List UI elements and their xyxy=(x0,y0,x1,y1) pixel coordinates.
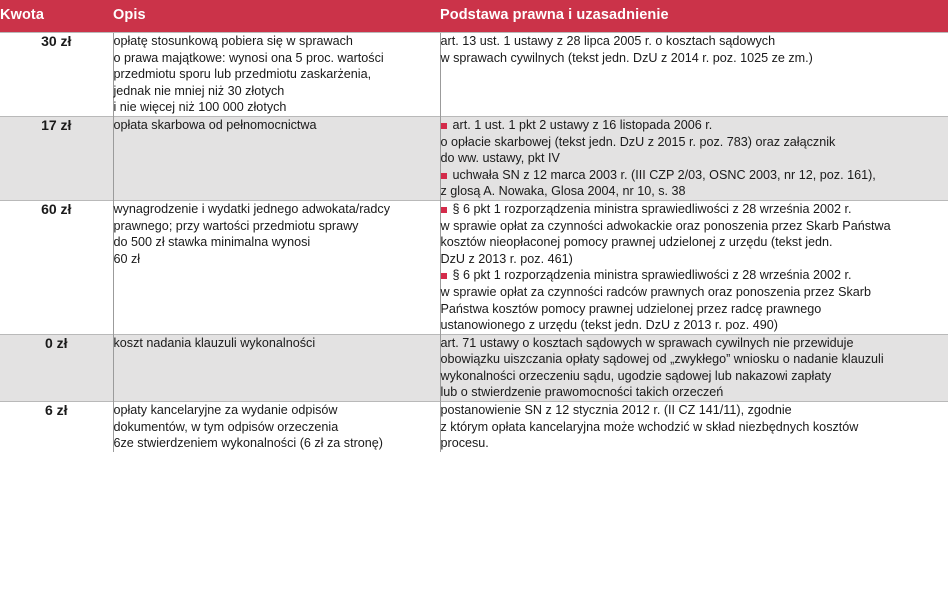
description-line: o prawa majątkowe: wynosi ona 5 proc. wartości xyxy=(113,50,384,65)
legal-basis-line: DzU z 2013 r. poz. 461) xyxy=(440,251,573,266)
legal-basis-line: postanowienie SN z 12 stycznia 2012 r. (II CZ 141/11), zgodnie xyxy=(440,403,792,418)
cell-amount: 6 zł xyxy=(0,402,113,452)
cell-legal-basis xyxy=(440,200,948,334)
square-bullet-icon xyxy=(441,207,447,213)
cell-description xyxy=(113,334,440,401)
list-item-body xyxy=(440,167,948,200)
legal-basis-line: lub o stwierdzenie prawomocności takich orzeczeń xyxy=(440,385,724,400)
legal-basis-line: w sprawie opłat za czynności adwokackie oraz ponoszenia przez Skarb Państwa xyxy=(440,218,891,233)
legal-basis-line: z którym opłata kancelaryjna może wchodzić w skład niezbędnych kosztów xyxy=(440,419,859,434)
table-body xyxy=(0,33,948,452)
cell-legal-basis xyxy=(440,334,948,401)
column-header-description: Opis xyxy=(113,0,440,33)
list-item-body xyxy=(440,267,948,333)
description-line: 60 zł xyxy=(113,251,141,266)
cell-legal-basis xyxy=(440,116,948,200)
description-line: przedmiotu sporu lub przedmiotu zaskarżenia, xyxy=(113,67,372,82)
legal-basis-line: w sprawach cywilnych (tekst jedn. DzU z 2014 r. poz. 1025 ze zm.) xyxy=(440,50,813,65)
legal-basis-line: art. 13 ust. 1 ustawy z 28 lipca 2005 r. o kosztach sądowych xyxy=(440,34,776,48)
list-item xyxy=(441,167,948,200)
legal-basis-line: ustanowionego z urzędu (tekst jedn. DzU z 2013 r. poz. 490) xyxy=(440,318,778,333)
cell-amount: 30 zł xyxy=(0,33,113,117)
square-bullet-icon xyxy=(441,123,447,129)
cell-amount: 0 zł xyxy=(0,334,113,401)
header-row xyxy=(0,0,948,33)
description-line: do 500 zł stawka minimalna wynosi xyxy=(113,235,311,250)
description-line: opłata skarbowa od pełnomocnictwa xyxy=(113,117,317,132)
table-row xyxy=(0,334,948,401)
cell-description xyxy=(113,116,440,200)
legal-basis-line: kosztów nieopłaconej pomocy prawnej udzielonej z urzędu (tekst jedn. xyxy=(440,235,833,250)
column-header-amount: Kwota xyxy=(0,0,113,33)
table-header xyxy=(0,0,948,33)
list-item-body xyxy=(440,201,948,267)
description-line: prawnego; przy wartości przedmiotu sprawy xyxy=(113,218,359,233)
legal-basis-line: § 6 pkt 1 rozporządzenia ministra sprawiedliwości z 28 września 2002 r. xyxy=(452,201,852,216)
legal-basis-line: obowiązku uiszczania opłaty sądowej od „zwykłego” wniosku o nadanie klauzuli xyxy=(440,352,884,367)
description-line: 6ze stwierdzeniem wykonalności (6 zł za stronę) xyxy=(113,436,383,451)
legal-basis-line: § 6 pkt 1 rozporządzenia ministra sprawiedliwości z 28 września 2002 r. xyxy=(452,268,852,283)
cell-description xyxy=(113,33,440,117)
legal-basis-line: art. 1 ust. 1 pkt 2 ustawy z 16 listopada 2006 r. xyxy=(452,117,713,132)
table-row xyxy=(0,116,948,200)
description-line: opłaty kancelaryjne za wydanie odpisów xyxy=(113,403,338,418)
table-row xyxy=(0,33,948,117)
list-item xyxy=(441,201,948,267)
cell-legal-basis xyxy=(440,33,948,117)
description-line: koszt nadania klauzuli wykonalności xyxy=(113,335,316,350)
cell-description xyxy=(113,402,440,452)
legal-basis-line: w sprawie opłat za czynności radców prawnych oraz ponoszenia przez Skarb xyxy=(440,284,871,299)
list-item xyxy=(441,117,948,167)
square-bullet-icon xyxy=(441,173,447,179)
cell-amount: 17 zł xyxy=(0,116,113,200)
cell-legal-basis xyxy=(440,402,948,452)
table-row xyxy=(0,402,948,452)
legal-basis-line: z glosą A. Nowaka, Glosa 2004, nr 10, s. 38 xyxy=(440,184,686,199)
list-item xyxy=(441,267,948,333)
description-line: jednak nie mniej niż 30 złotych xyxy=(113,83,285,98)
cell-description xyxy=(113,200,440,334)
list-item-body xyxy=(440,117,948,167)
square-bullet-icon xyxy=(441,273,447,279)
legal-basis-line: Państwa kosztów pomocy prawnej udzielonej przez radcę prawnego xyxy=(440,301,822,316)
description-line: dokumentów, w tym odpisów orzeczenia xyxy=(113,419,339,434)
legal-basis-list xyxy=(441,117,948,200)
legal-basis-line: do ww. ustawy, pkt IV xyxy=(440,151,560,166)
legal-basis-line: o opłacie skarbowej (tekst jedn. DzU z 2015 r. poz. 783) oraz załącznik xyxy=(440,134,836,149)
legal-basis-line: procesu. xyxy=(440,436,489,451)
table-row xyxy=(0,200,948,334)
description-line: opłatę stosunkową pobiera się w sprawach xyxy=(113,34,353,48)
legal-basis-line: uchwała SN z 12 marca 2003 r. (III CZP 2/03, OSNC 2003, nr 12, poz. 161), xyxy=(452,167,876,182)
column-header-legal-basis: Podstawa prawna i uzasadnienie xyxy=(440,0,948,33)
legal-basis-list xyxy=(441,201,948,334)
description-line: i nie więcej niż 100 000 złotych xyxy=(113,100,287,115)
legal-basis-line: art. 71 ustawy o kosztach sądowych w sprawach cywilnych nie przewiduje xyxy=(440,335,854,350)
legal-basis-line: wykonalności orzeczeniu sądu, ugodzie sądowej lub nakazowi zapłaty xyxy=(440,368,832,383)
description-line: wynagrodzenie i wydatki jednego adwokata/radcy xyxy=(113,201,391,216)
cell-amount: 60 zł xyxy=(0,200,113,334)
